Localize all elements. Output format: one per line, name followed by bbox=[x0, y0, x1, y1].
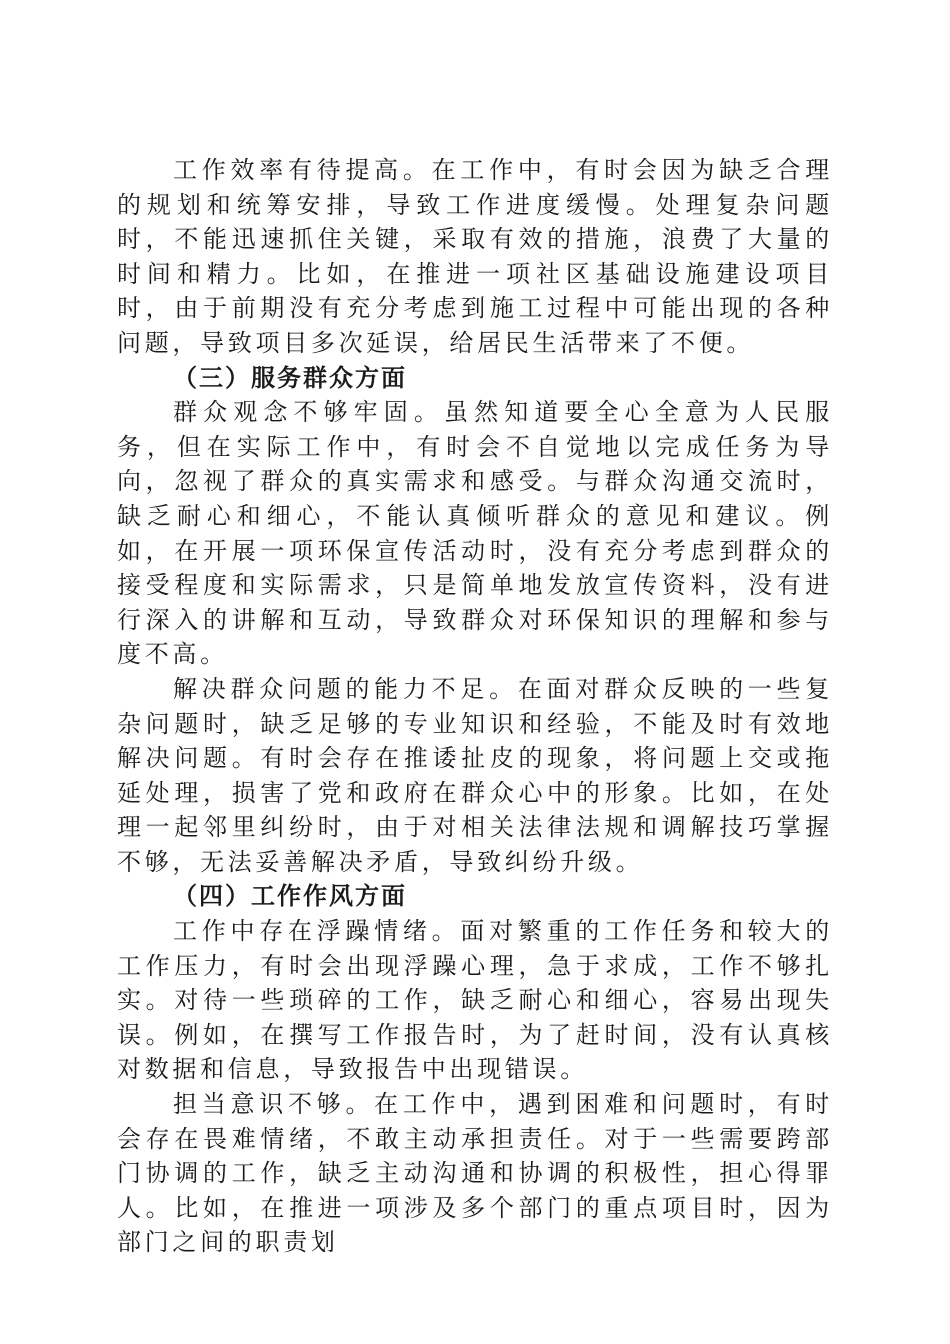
document-body bbox=[117, 153, 833, 1260]
section-heading-serving-masses: （三）服务群众方面 bbox=[173, 362, 407, 392]
paragraph-impetuousness: 工作中存在浮躁情绪。面对繁重的工作任务和较大的工作压力，有时会出现浮躁心理，急于求成，工作不够扎实。对待一些琐碎的工作，缺乏耐心和细心，容易出现失误。例如，在撰写工作报告时，为了赶时间，没有认真核对数据和信息，导致报告中出现错误。 bbox=[117, 917, 833, 1084]
paragraph-mass-awareness: 群众观念不够牢固。虽然知道要全心全意为人民服务，但在实际工作中，有时会不自觉地以完成任务为导向，忽视了群众的真实需求和感受。与群众沟通交流时，缺乏耐心和细心，不能认真倾听群众的意见和建议。例如，在开展一项环保宣传活动时，没有充分考虑到群众的接受程度和实际需求，只是简单地发放宣传资料，没有进行深入的讲解和互动，导致群众对环保知识的理解和参与度不高。 bbox=[117, 398, 833, 669]
paragraph-problem-solving: 解决群众问题的能力不足。在面对群众反映的一些复杂问题时，缺乏足够的专业知识和经验，不能及时有效地解决问题。有时会存在推诿扯皮的现象，将问题上交或拖延处理，损害了党和政府在群众心中的形象。比如，在处理一起邻里纠纷时，由于对相关法律法规和调解技巧掌握不够，无法妥善解决矛盾，导致纠纷升级。 bbox=[117, 674, 833, 876]
paragraph-work-efficiency: 工作效率有待提高。在工作中，有时会因为缺乏合理的规划和统筹安排，导致工作进度缓慢。处理复杂问题时，不能迅速抓住关键，采取有效的措施，浪费了大量的时间和精力。比如，在推进一项社区基础设施建设项目时，由于前期没有充分考虑到施工过程中可能出现的各种问题，导致项目多次延误，给居民生活带来了不便。 bbox=[117, 156, 833, 357]
section-heading-work-style: （四）工作作风方面 bbox=[173, 881, 407, 911]
paragraph-responsibility: 担当意识不够。在工作中，遇到困难和问题时，有时会存在畏难情绪，不敢主动承担责任。对于一些需要跨部门协调的工作，缺乏主动沟通和协调的积极性，担心得罪人。比如，在推进一项涉及多个部门的重点项目时，因为部门之间的职责划 bbox=[117, 1090, 833, 1257]
